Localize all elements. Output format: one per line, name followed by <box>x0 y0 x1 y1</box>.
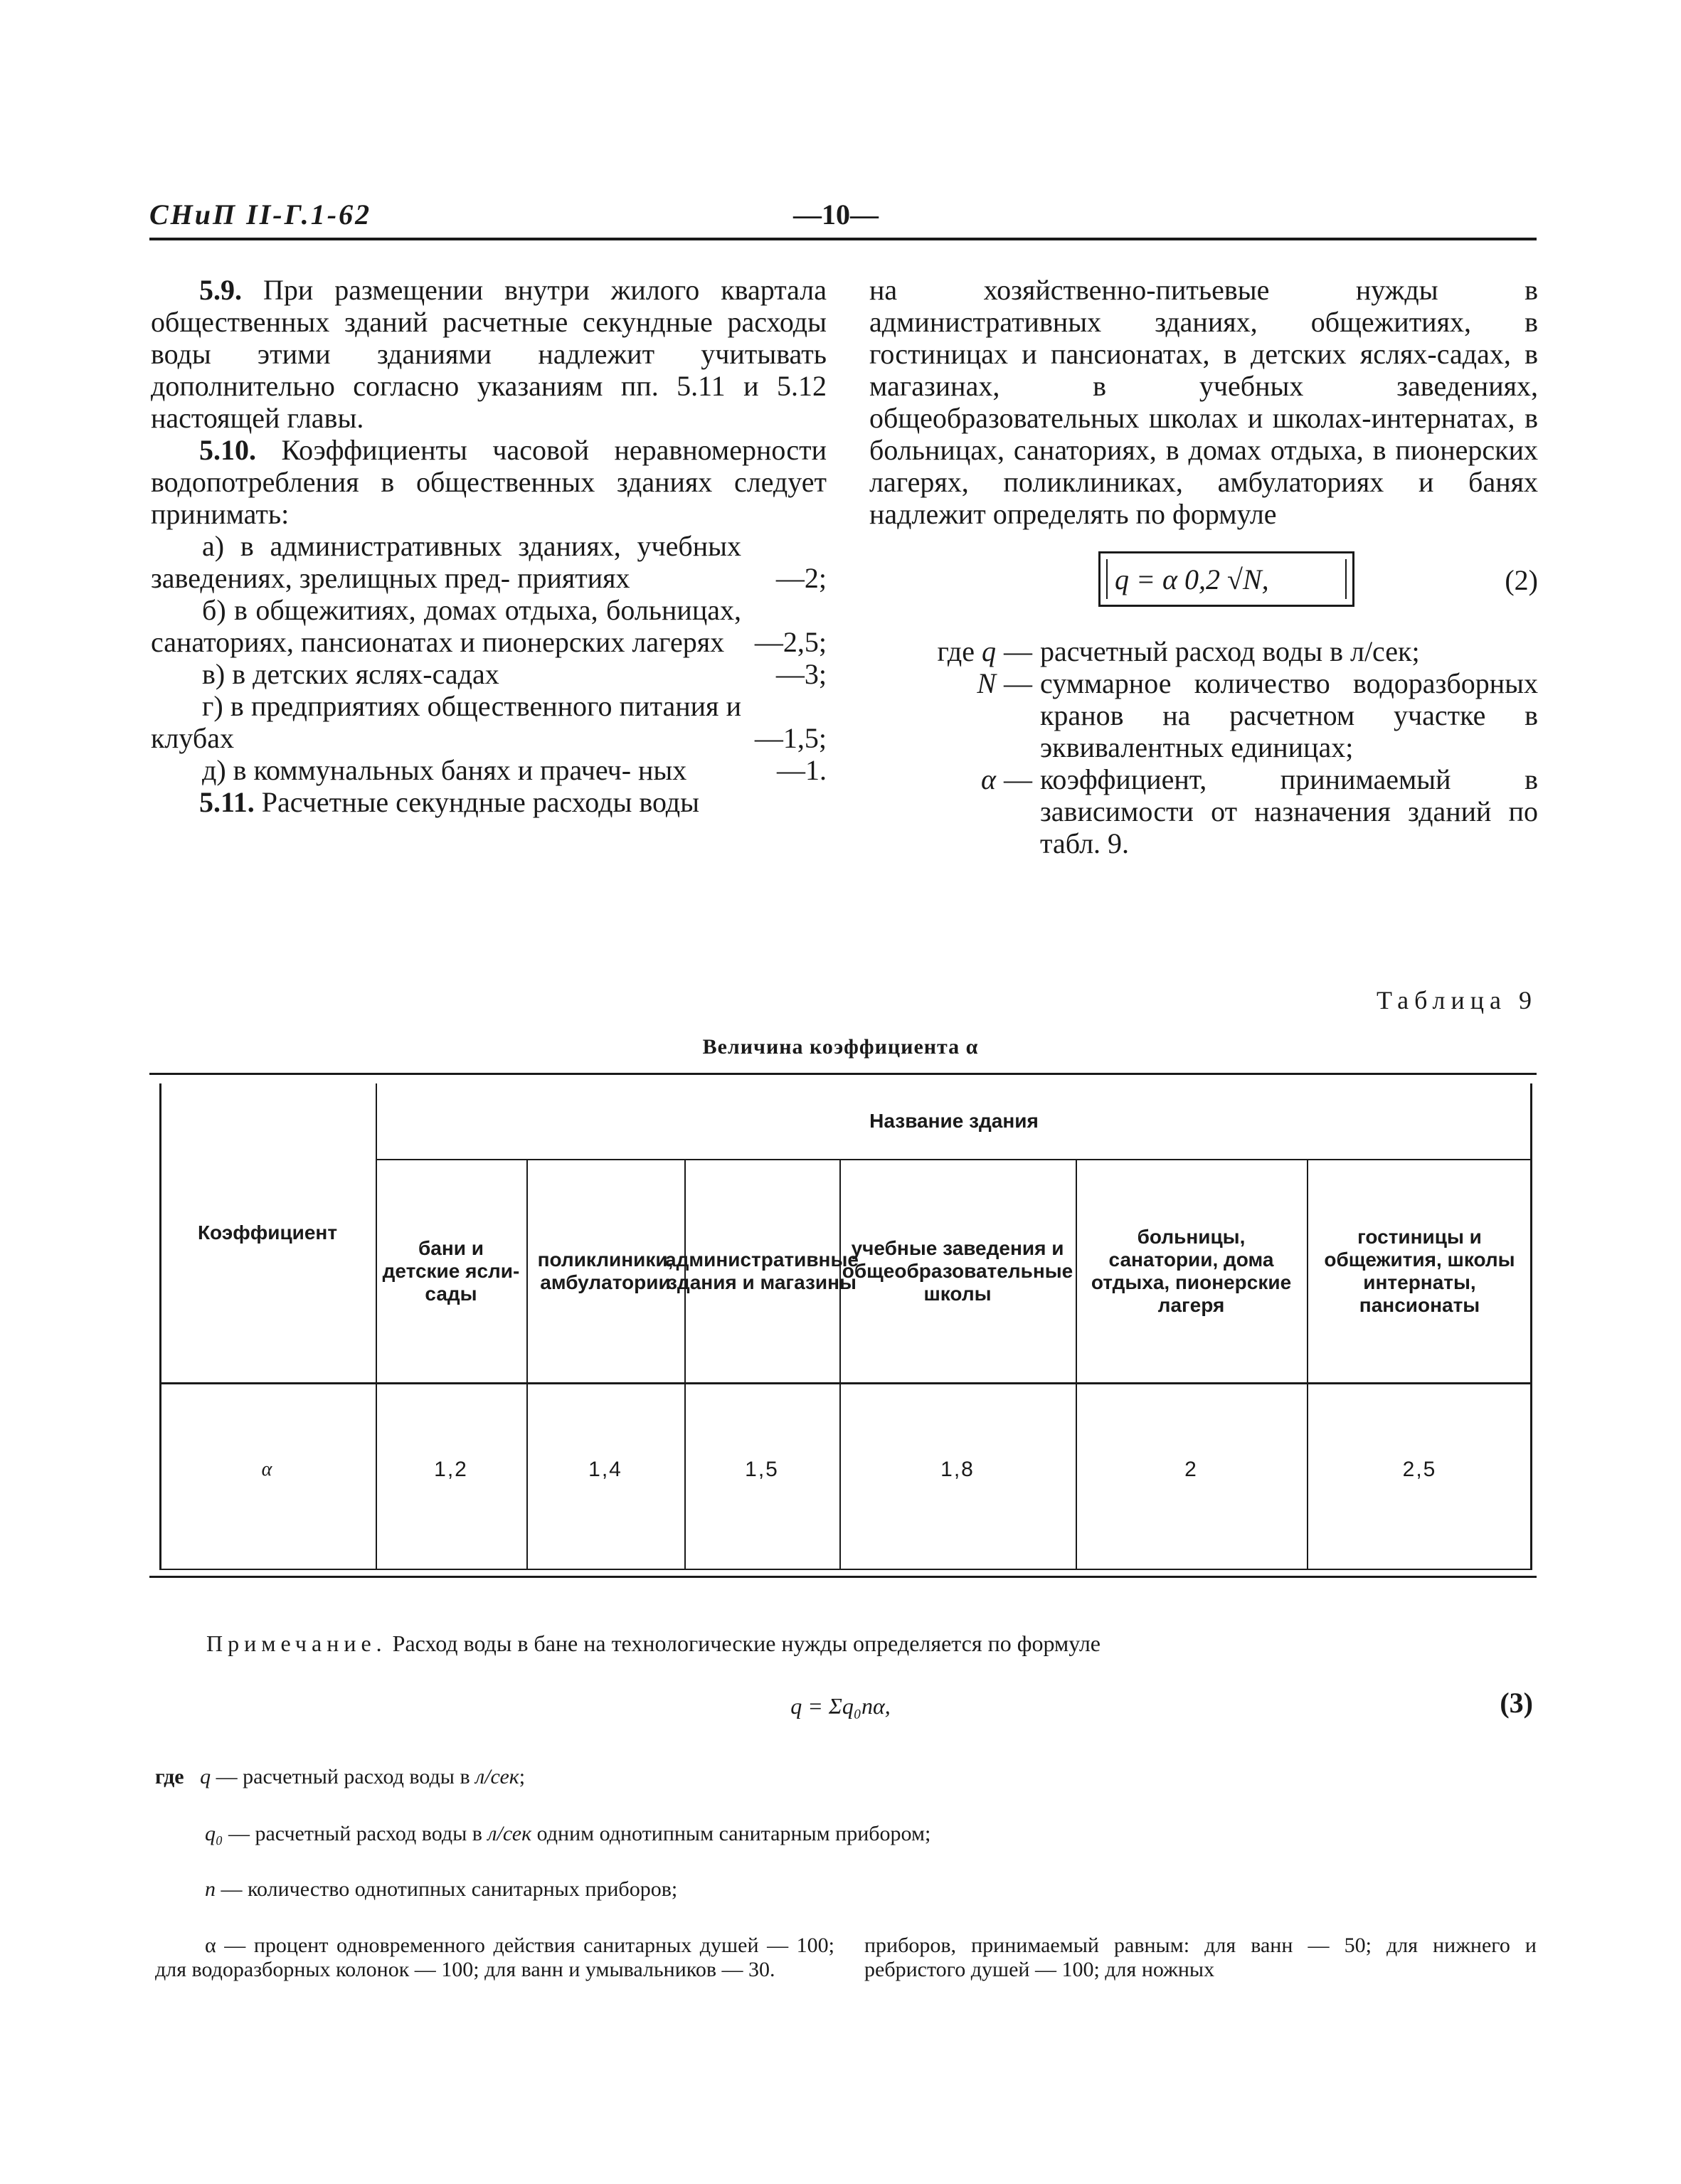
definition-unit: л/сек <box>487 1822 532 1845</box>
column-header: больницы, санатории, дома отдыха, пионерские лагеря <box>1091 1226 1292 1316</box>
item-value: —3; <box>775 658 827 690</box>
item-line: в) в детских яслях-садах <box>202 658 499 690</box>
definition-symbol: n <box>205 1877 216 1901</box>
item-line: больницах, санаториях, пансионатах и <box>151 594 741 658</box>
table-title: Величина коэффициента α <box>702 1035 979 1059</box>
note-last-left <box>155 1934 834 1982</box>
formula-2-number: (2) <box>1505 564 1538 596</box>
note-alpha-continuation: приборов, принимаемый равным: для ванн — 50; для нижнего и ребристого душей — 100; для ножных <box>864 1934 1537 1981</box>
note-definition-n <box>205 1877 677 1902</box>
formula-frame <box>1098 551 1354 607</box>
definition-alpha <box>869 763 1538 859</box>
item-line: д) в коммунальных банях и прачеч- <box>202 754 632 786</box>
definition-text: коэффициент, принимаемый в зависимости от назначения зданий по табл. 9. <box>1040 763 1538 859</box>
note-last-right <box>864 1934 1537 1982</box>
table-cell: 2,5 <box>1402 1458 1437 1481</box>
left-column <box>151 274 827 818</box>
item-line: ных <box>638 754 687 786</box>
paragraph-5-11 <box>151 786 827 818</box>
formula-2-definitions <box>869 635 1538 859</box>
item-line: пионерских лагерях <box>482 626 725 658</box>
where-label: где <box>155 1765 184 1788</box>
definition-q <box>869 635 1538 667</box>
item-line: г) в предприятиях общественного <box>202 690 613 722</box>
coefficient-item-d <box>151 754 827 786</box>
row-header: Коэффициент <box>197 1221 338 1244</box>
header-rule <box>149 238 1537 240</box>
item-value: —1,5; <box>754 722 827 754</box>
definition-text: суммарное количество водоразборных кранов на расчетном участке в эквивалентных единицах; <box>1040 667 1538 763</box>
note-line <box>206 1631 1101 1657</box>
item-line: приятиях <box>517 562 630 594</box>
definition-text: — количество однотипных санитарных приборов; <box>221 1877 678 1901</box>
paragraph-text: Расчетные секундные расходы воды <box>261 786 700 818</box>
column-header: учебные заведения и общеобразовательные школы <box>842 1237 1073 1305</box>
paragraph-number: 5.9. <box>199 274 242 306</box>
definition-symbol: q₀ <box>205 1822 223 1845</box>
note-text: Расход воды в бане на технологические нужды определяется по формуле <box>392 1631 1101 1656</box>
paragraph-text: При размещении внутри жилого квартала общественных зданий расчетные секундные расходы воды этими зданиями надлежит учитывать дополнительно согласно указаниям пп. 5.11 и 5.12 настоящей главы. <box>151 274 827 434</box>
note-definition-q <box>155 1764 525 1790</box>
coefficient-item-v <box>151 658 827 690</box>
paragraph-5-9 <box>151 274 827 434</box>
paragraph-5-10 <box>151 434 827 530</box>
coefficient-item-a <box>151 530 827 594</box>
formula-2: q = α 0,2 √N, <box>1115 563 1269 595</box>
paragraph-5-11-continuation: на хозяйственно-питьевые нужды в административных зданиях, общежитиях, в гостиницах и пансионатах, в детских яслях-садах, в магазинах, в учебных заведениях, общеобразовательных школах и школах-интернатах, в больницах, санаториях, в домах отдыха, в пионерских лагерях, поликлиниках, амбулаториях и банях надлежит определять по формуле <box>869 274 1538 530</box>
item-line: б) в общежитиях, домах отдыха, <box>202 594 598 626</box>
table-cell: 1,5 <box>745 1458 779 1481</box>
note-definition-q0 <box>205 1821 930 1847</box>
item-value: —2,5; <box>754 626 827 658</box>
definition-symbol: N <box>977 667 996 699</box>
item-value: —1. <box>777 754 827 786</box>
dash: — <box>1004 635 1032 667</box>
definition-text-end: одним однотипным санитарным прибором; <box>531 1822 931 1845</box>
dash: — <box>1004 667 1032 699</box>
definition-n <box>869 667 1538 763</box>
formula-2-row <box>869 544 1538 622</box>
document-code: СНиП II-Г.1-62 <box>149 198 372 230</box>
column-header: гостиницы и общежития, школы интернаты, пансионаты <box>1324 1226 1515 1316</box>
definition-text-end: ; <box>519 1765 526 1788</box>
coefficient-item-b <box>151 594 827 658</box>
item-value: —2; <box>775 562 827 594</box>
table-cell: 2 <box>1184 1458 1198 1481</box>
item-line: а) в административных зданиях, <box>202 530 621 562</box>
row-symbol: α <box>261 1458 274 1480</box>
column-header: бани и детские ясли-сады <box>382 1237 520 1305</box>
note-label: Примечание. <box>206 1631 387 1656</box>
formula-3: q = Σq₀nα, <box>790 1693 891 1719</box>
formula-3-number: (3) <box>1500 1687 1533 1719</box>
right-column <box>869 274 1538 859</box>
definition-symbol: q <box>982 635 996 667</box>
coefficient-table <box>149 1073 1537 1578</box>
definition-text: — расчетный расход воды в <box>228 1822 488 1845</box>
coefficient-item-g <box>151 690 827 754</box>
table-cell: 1,2 <box>434 1458 468 1481</box>
definition-symbol: q <box>200 1765 211 1788</box>
table-label: Таблица 9 <box>1377 986 1537 1014</box>
table-cell: 1,4 <box>588 1458 622 1481</box>
column-header: поликлиники, амбулатории <box>537 1249 674 1293</box>
definition-text: — расчетный расход воды в <box>216 1765 476 1788</box>
paragraph-number: 5.10. <box>199 434 256 466</box>
dash: — <box>1004 763 1032 795</box>
page-number: —10— <box>793 198 879 230</box>
definition-text: расчетный расход воды в л/сек; <box>1040 635 1420 667</box>
item-line: питания и клубах <box>151 690 742 754</box>
item-line: учебных заведениях, зрелищных пред- <box>151 530 741 594</box>
column-header: административные здания и магазины <box>665 1249 859 1293</box>
definition-unit: л/сек <box>475 1765 519 1788</box>
table-cell: 1,8 <box>940 1458 975 1481</box>
definition-symbol: α <box>981 763 996 795</box>
note-alpha-definition: α — процент одновременного действия санитарных душей — 100; для водоразборных колонок — 100; для ванн и умывальников — 30. <box>155 1934 834 1981</box>
where-label: где <box>937 635 975 667</box>
group-header: Название здания <box>869 1110 1039 1132</box>
paragraph-text: Коэффициенты часовой неравномерности водопотребления в общественных зданиях следует принимать: <box>151 434 827 530</box>
paragraph-number: 5.11. <box>199 786 255 818</box>
